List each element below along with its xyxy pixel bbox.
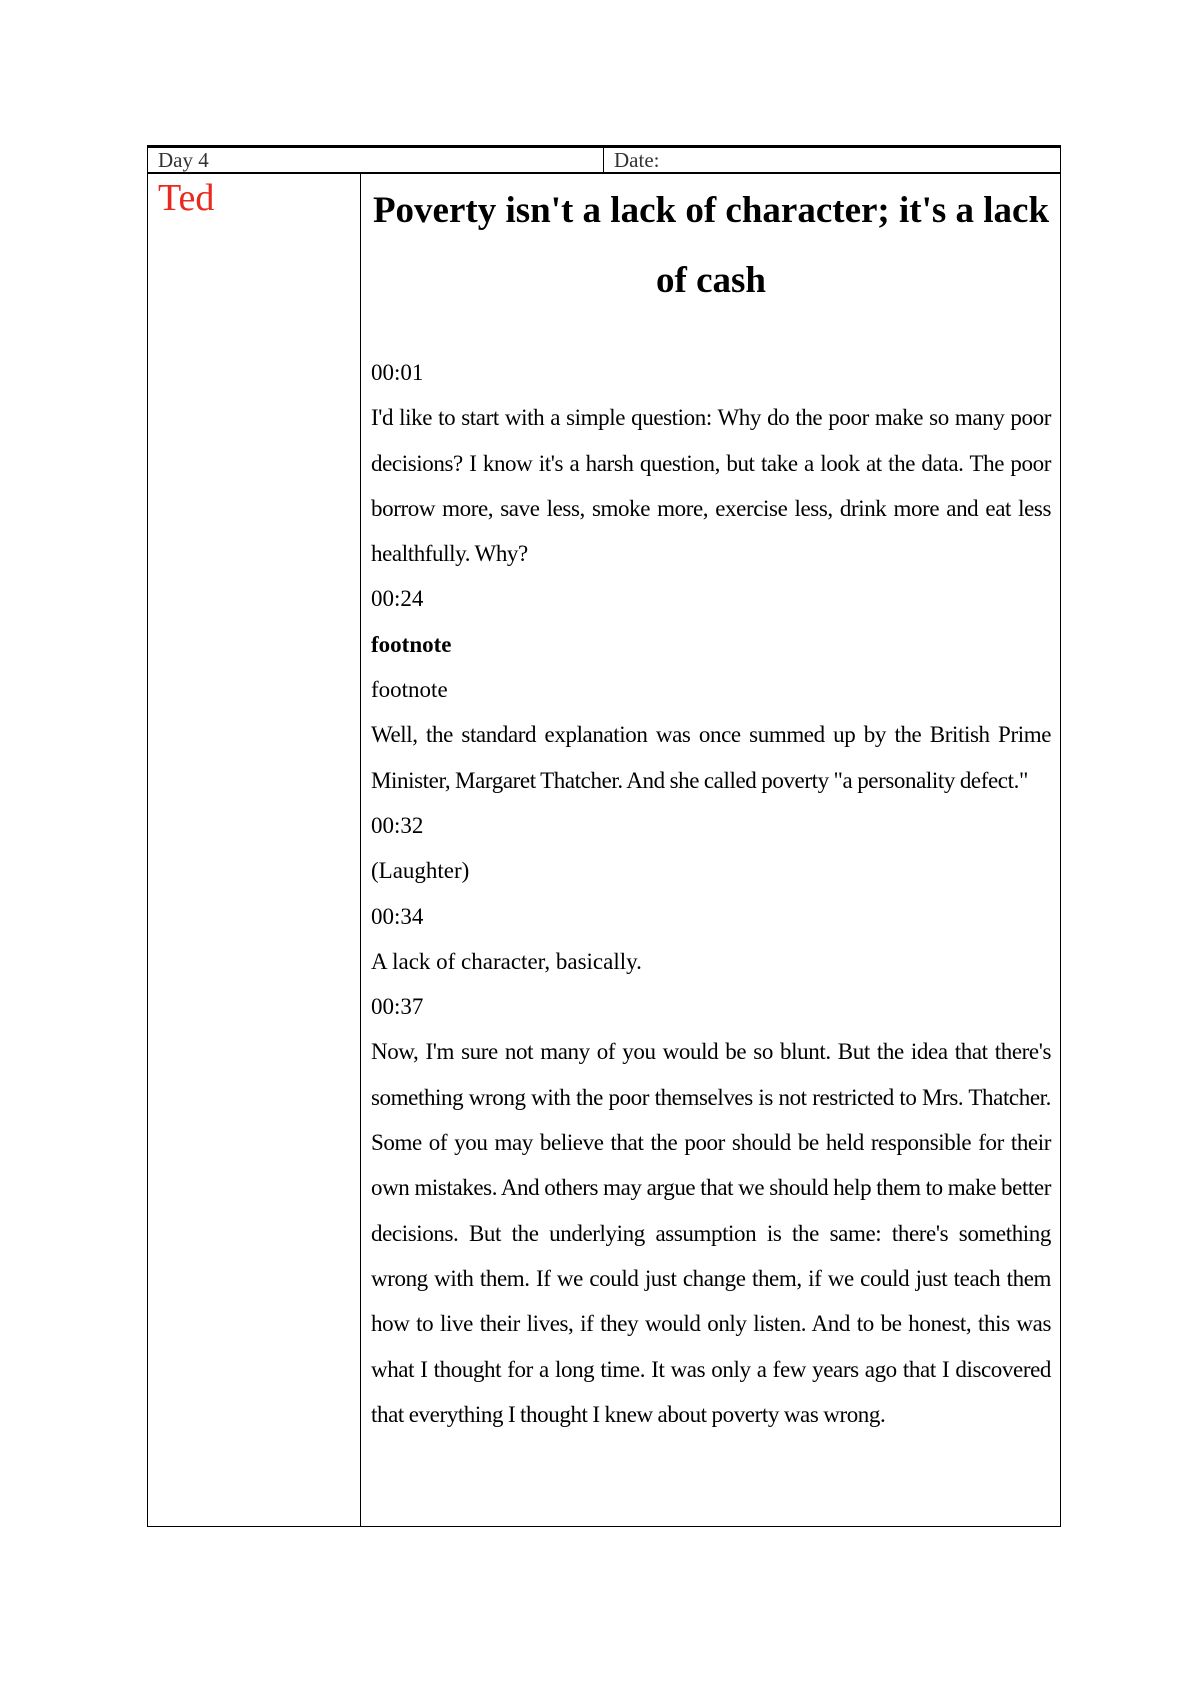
transcript-paragraph: I'd like to start with a simple question: Why do the poor make so many poor decisions? I know it's a harsh question, but take a look at the data. The poor borrow more, save less, smoke more, exercise less, drink more and eat less healthfully. Why?: [371, 405, 1051, 567]
source-label: Ted: [158, 177, 215, 219]
timestamp: 00:34: [371, 903, 424, 929]
header-row: [148, 146, 1060, 174]
transcript-paragraph: Well, the standard explanation was once summed up by the British Prime Minister, Margaret Thatcher. And she called poverty "a personality defect.": [371, 722, 1051, 793]
footnote-heading: footnote: [371, 631, 452, 657]
timestamp: 00:37: [371, 994, 424, 1020]
transcript-paragraph: Now, I'm sure not many of you would be so blunt. But the idea that there's something wrong with the poor themselves is not restricted to Mrs. Thatcher. Some of you may believe that the poor should be held responsible for their own mistakes. And others may argue that we should help them to make better decisions. But the underlying assumption is the same: there's something wrong with them. If we could just change them, if we could just teach them how to live their lives, if they would only listen. And to be honest, this was what I thought for a long time. It was only a few years ago that I discovered that everything I thought I knew about poverty was wrong.: [371, 1039, 1051, 1427]
footnote-text: footnote: [371, 677, 448, 703]
page-title: Poverty isn't a lack of character; it's a lack of cash: [372, 190, 1050, 301]
date-label: Date:: [614, 148, 660, 172]
worksheet-table: [147, 145, 1061, 1527]
source-column: [148, 174, 361, 1526]
content-column: [361, 174, 1060, 1526]
timestamp: 00:01: [371, 360, 424, 385]
transcript-line: A lack of character, basically.: [371, 948, 642, 974]
timestamp: 00:32: [371, 812, 424, 838]
transcript-line: (Laughter): [371, 858, 470, 884]
timestamp: 00:24: [371, 586, 424, 612]
day-label: Day 4: [148, 148, 604, 172]
transcript: [371, 350, 1051, 1437]
